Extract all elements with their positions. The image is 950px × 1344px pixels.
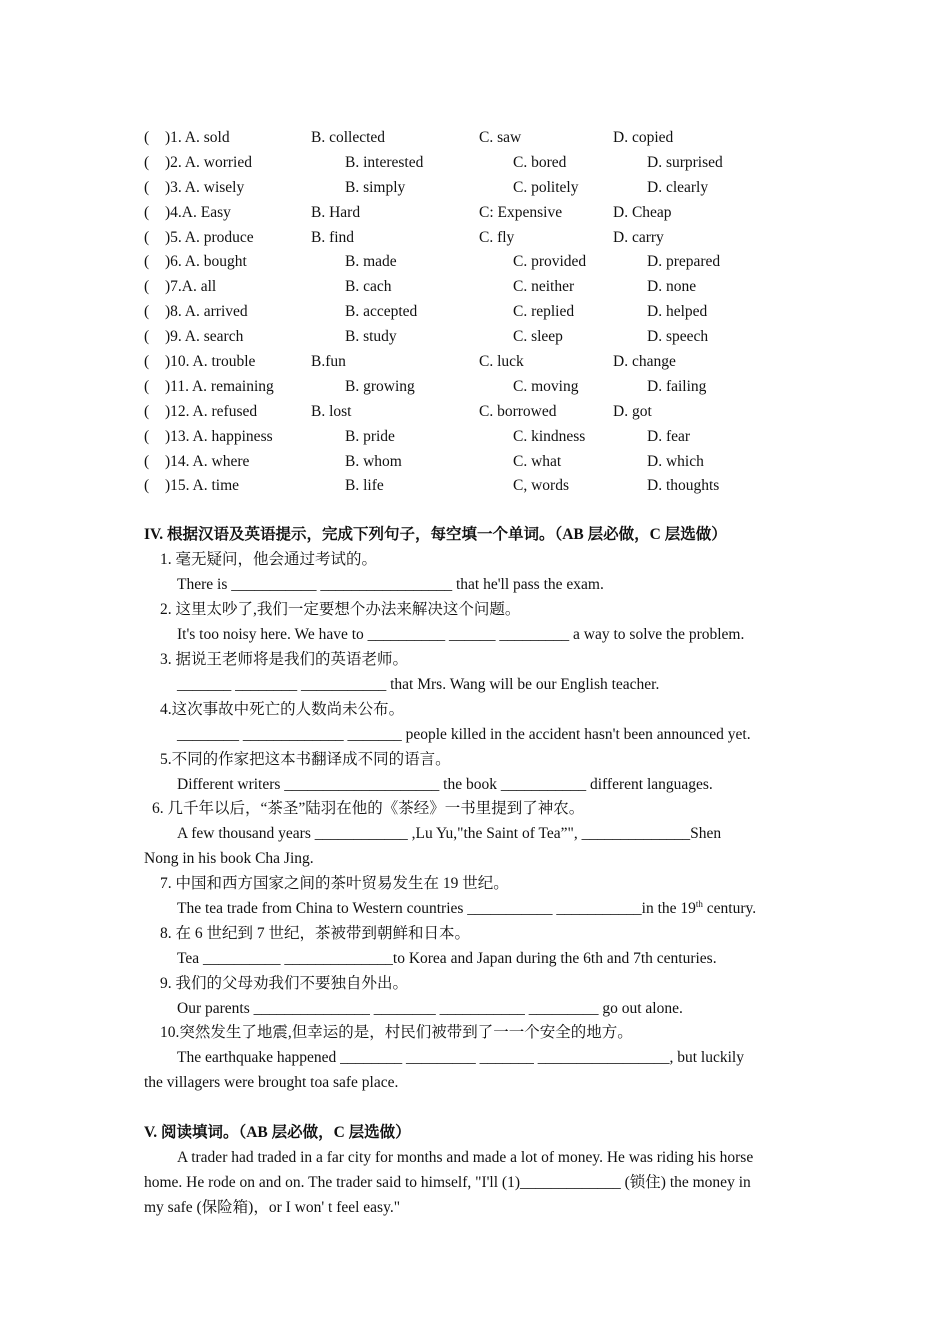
option-c: C. neither <box>513 278 575 296</box>
option-a: )11. A. remaining <box>165 377 274 395</box>
option-c: C. kindness <box>513 427 586 445</box>
answer-paren: ( <box>144 477 150 495</box>
option-a: )8. A. arrived <box>165 303 248 321</box>
option-d: D. failing <box>647 377 707 395</box>
superscript-th: th <box>695 899 703 909</box>
option-b: B. cach <box>345 278 392 296</box>
option-a: )6. A. bought <box>165 253 247 271</box>
option-d: D. prepared <box>647 253 721 271</box>
s4-item-4-chinese: 4.这次事故中死亡的人数尚未公布。 <box>160 701 405 718</box>
answer-paren: ( <box>144 353 150 371</box>
option-a: )2. A. worried <box>165 153 252 171</box>
answer-paren: ( <box>144 377 150 395</box>
option-c: C. sleep <box>513 328 563 346</box>
answer-paren: ( <box>144 153 150 171</box>
option-b: B. whom <box>345 452 402 470</box>
option-b: B. made <box>345 253 397 271</box>
option-d: D. got <box>613 402 652 420</box>
option-a: )7.A. all <box>165 278 217 296</box>
s4-item-9-english: Our parents _______________ ________ ___________ _________ go out alone. <box>177 1000 683 1017</box>
answer-paren: ( <box>144 427 150 445</box>
answer-paren: ( <box>144 328 150 346</box>
s4-item-7-english-text: The tea trade from China to Western countries ___________ ___________in the 19 <box>177 900 696 917</box>
s4-item-6-english: A few thousand years ____________ ,Lu Yu,"the Saint of Tea”", ______________Shen <box>177 825 722 842</box>
s4-item-1-chinese: 1. 毫无疑问，他会通过考试的。 <box>160 551 378 568</box>
option-b: B. accepted <box>345 303 418 321</box>
s4-item-8-chinese: 8. 在 6 世纪到 7 世纪，茶被带到朝鲜和日本。 <box>160 925 471 942</box>
option-a: )4.A. Easy <box>165 203 231 221</box>
option-b: B. life <box>345 477 384 495</box>
mcq-row <box>144 300 824 325</box>
option-d: D. change <box>613 353 676 371</box>
mcq-row <box>144 226 824 251</box>
s4-item-10-chinese: 10.突然发生了地震,但幸运的是，村民们被带到了一一个安全的地方。 <box>160 1024 633 1041</box>
option-b: B. find <box>311 228 355 246</box>
option-c: C. saw <box>479 129 522 146</box>
option-c: C. provided <box>513 253 587 271</box>
option-d: D. which <box>647 452 704 470</box>
option-a: )3. A. wisely <box>165 178 245 196</box>
option-b: B. Hard <box>311 203 361 221</box>
mcq-row <box>144 176 824 201</box>
option-c: C. borrowed <box>479 402 557 420</box>
option-b: B. study <box>345 328 397 346</box>
mcq-row <box>144 325 824 350</box>
option-a: )5. A. produce <box>165 228 254 246</box>
answer-paren: ( <box>144 228 150 246</box>
answer-paren: ( <box>144 452 150 470</box>
answer-paren: ( <box>144 278 150 296</box>
s4-item-5-chinese: 5.不同的作家把这本书翻译成不同的语言。 <box>160 751 451 768</box>
s4-item-7-english <box>177 897 756 922</box>
option-d: D. helped <box>647 303 708 321</box>
answer-paren: ( <box>144 129 150 146</box>
option-d: D. copied <box>613 129 674 146</box>
s4-item-2-english: It's too noisy here. We have to __________ ______ _________ a way to solve the problem. <box>177 626 745 643</box>
s4-item-8-english: Tea __________ ______________to Korea and Japan during the 6th and 7th centuries. <box>177 950 717 967</box>
option-b: B. simply <box>345 178 406 196</box>
option-d: D. speech <box>647 328 709 346</box>
option-d: D. thoughts <box>647 477 720 495</box>
s4-item-10-english-cont: the villagers were brought toa safe place. <box>144 1074 399 1091</box>
answer-paren: ( <box>144 303 150 321</box>
s4-item-3-chinese: 3. 据说王老师将是我们的英语老师。 <box>160 651 409 668</box>
option-d: D. fear <box>647 427 691 445</box>
mcq-row <box>144 425 824 450</box>
s4-item-4-english: ________ _____________ _______ people killed in the accident hasn't been announced yet. <box>177 726 751 743</box>
option-c: C. moving <box>513 377 579 395</box>
mcq-row <box>144 450 824 475</box>
s4-item-7-english-tail: century. <box>702 900 757 917</box>
s4-item-10-english: The earthquake happened ________ _________ _______ _________________, but luckily <box>177 1049 744 1066</box>
option-a: )9. A. search <box>165 328 244 346</box>
option-c: C. bored <box>513 153 567 171</box>
option-a: )12. A. refused <box>165 402 258 420</box>
option-a: )14. A. where <box>165 452 250 470</box>
option-d: D. none <box>647 278 697 296</box>
answer-paren: ( <box>144 402 150 420</box>
s5-passage-line-1: A trader had traded in a far city for months and made a lot of money. He was riding his horse <box>177 1149 754 1166</box>
answer-paren: ( <box>144 203 150 221</box>
section-5-heading: V. 阅读填词。（AB 层必做，C 层选做） <box>144 1124 411 1141</box>
option-a: )15. A. time <box>165 477 240 495</box>
option-b: B. interested <box>345 153 424 171</box>
mcq-row <box>144 474 824 499</box>
mcq-row <box>144 275 824 300</box>
s5-passage-line-2: home. He rode on and on. The trader said to himself, "I'll (1)_____________ (锁住) the money in <box>144 1174 751 1191</box>
option-c: C. fly <box>479 228 515 246</box>
multiple-choice-list <box>144 126 824 499</box>
option-b: B. lost <box>311 402 352 420</box>
answer-paren: ( <box>144 178 150 196</box>
option-c: C, words <box>513 477 569 495</box>
option-b: B. pride <box>345 427 395 445</box>
option-b: B. growing <box>345 377 415 395</box>
option-b: B. collected <box>311 129 386 146</box>
mcq-row <box>144 250 824 275</box>
mcq-row <box>144 375 824 400</box>
s4-item-7-chinese: 7. 中国和西方国家之间的茶叶贸易发生在 19 世纪。 <box>160 875 509 892</box>
s4-item-2-chinese: 2. 这里太吵了,我们一定要想个办法来解决这个问题。 <box>160 601 521 618</box>
mcq-row <box>144 151 824 176</box>
option-b: B.fun <box>311 353 346 371</box>
mcq-row <box>144 400 824 425</box>
option-a: )13. A. happiness <box>165 427 273 445</box>
s4-item-1-english: There is ___________ _________________ that he'll pass the exam. <box>177 576 604 593</box>
option-a: )10. A. trouble <box>165 353 256 371</box>
option-d: D. surprised <box>647 153 723 171</box>
section-4-heading: IV. 根据汉语及英语提示，完成下列句子，每空填一个单词。（AB 层必做，C 层选做） <box>144 526 727 543</box>
option-c: C. politely <box>513 178 579 196</box>
option-a: )1. A. sold <box>165 129 230 146</box>
s5-passage-line-3: my safe (保险箱)，or I won' t feel easy." <box>144 1199 401 1216</box>
mcq-row <box>144 126 824 151</box>
option-c: C: Expensive <box>479 203 563 221</box>
answer-paren: ( <box>144 253 150 271</box>
option-c: C. replied <box>513 303 575 321</box>
option-c: C. what <box>513 452 562 470</box>
s4-item-6-chinese: 6. 几千年以后，“茶圣”陆羽在他的《茶经》一书里提到了神农。 <box>152 800 585 817</box>
option-d: D. Cheap <box>613 203 672 221</box>
mcq-row <box>144 350 824 375</box>
s4-item-3-english: _______ ________ ___________ that Mrs. Wang will be our English teacher. <box>177 676 660 693</box>
s4-item-6-english-cont: Nong in his book Cha Jing. <box>144 850 314 867</box>
mcq-row <box>144 201 824 226</box>
s4-item-5-english: Different writers ____________________ the book ___________ different languages. <box>177 776 713 793</box>
option-d: D. clearly <box>647 178 709 196</box>
s4-item-9-chinese: 9. 我们的父母劝我们不要独自外出。 <box>160 975 409 992</box>
option-d: D. carry <box>613 228 664 246</box>
option-c: C. luck <box>479 353 524 371</box>
